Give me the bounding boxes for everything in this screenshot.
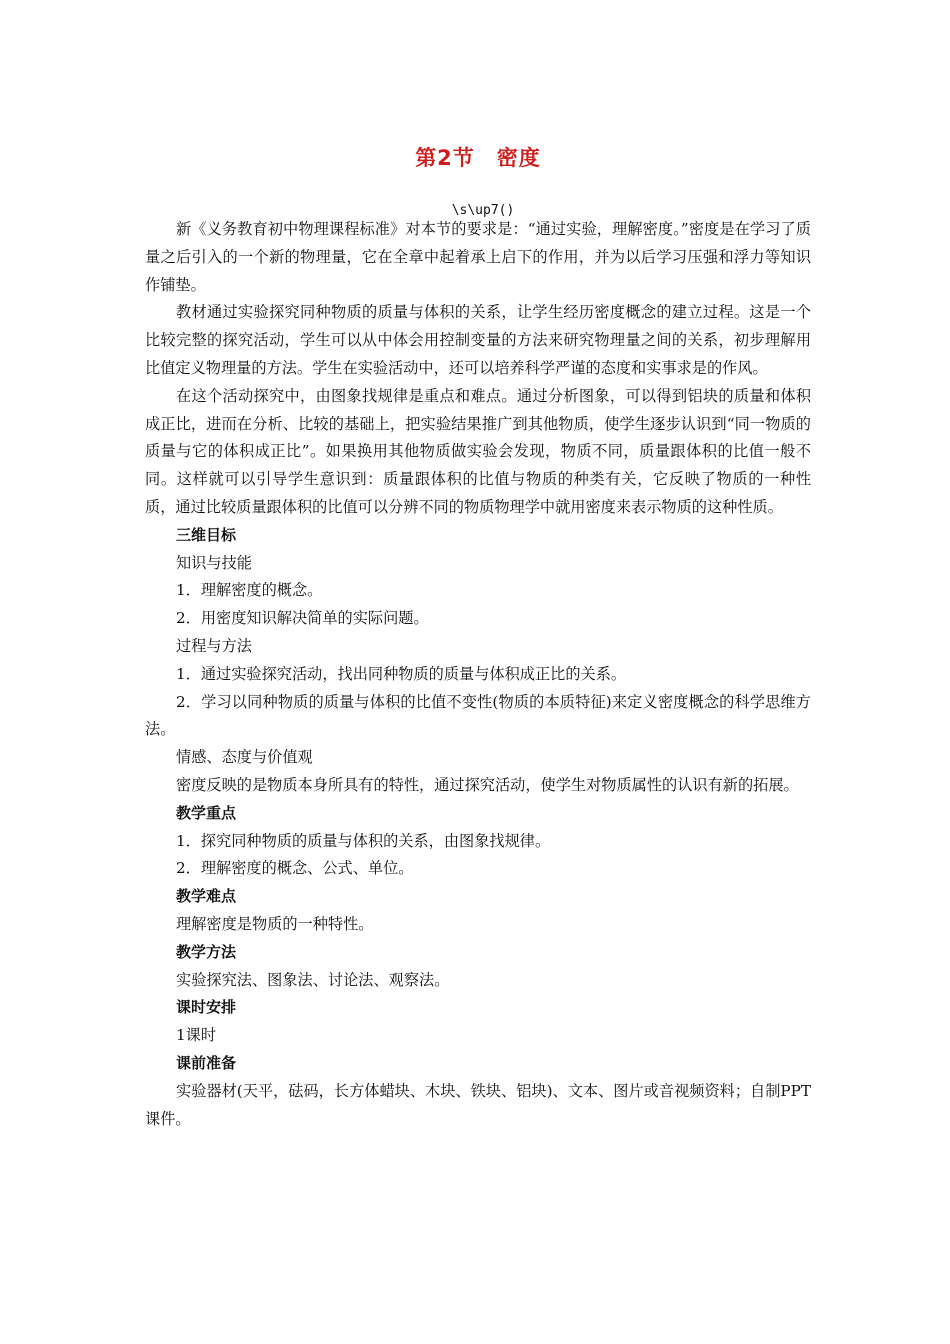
intro-paragraph-1: 新《义务教育初中物理课程标准》对本节的要求是：“通过实验，理解密度。”密度是在学习了质量之后引入的一个新的物理量，它在全章中起着承上启下的作用，并为以后学习压强和浮力等知识作铺垫。 <box>145 220 811 294</box>
schedule-heading: 课时安排 <box>176 998 237 1017</box>
knowledge-item-1: 1．理解密度的概念。 <box>176 581 323 600</box>
document-page <box>145 140 811 1133</box>
key-points-heading: 教学重点 <box>176 803 237 822</box>
schedule-text: 1课时 <box>176 1026 217 1045</box>
difficulties-heading: 教学难点 <box>176 887 237 906</box>
knowledge-heading: 知识与技能 <box>176 553 252 572</box>
methods-heading: 教学方法 <box>176 942 237 961</box>
difficulties-text: 理解密度是物质的一种特性。 <box>176 914 374 933</box>
preparation-heading: 课前准备 <box>176 1053 237 1072</box>
process-item-2: 2．学习以同种物质的质量与体积的比值不变性(物质的本质特征)来定义密度概念的科学思维方法。 <box>145 692 811 739</box>
goals-heading: 三维目标 <box>176 525 237 544</box>
key-point-item-1: 1．探究同种物质的质量与体积的关系，由图象找规律。 <box>176 831 551 850</box>
methods-text: 实验探究法、图象法、讨论法、观察法。 <box>176 970 450 989</box>
emotion-heading: 情感、态度与价值观 <box>176 748 313 767</box>
intro-paragraph-2: 教材通过实验探究同种物质的质量与体积的关系，让学生经历密度概念的建立过程。这是一个比较完整的探究活动，学生可以从中体会用控制变量的方法来研究物理量之间的关系，初步理解用比值定义物理量的方法。学生在实验活动中，还可以培养科学严谨的态度和实事求是的作风。 <box>145 303 811 377</box>
field-code-marker: \s\up7() <box>451 203 515 218</box>
page-title: 第2节 密度 <box>415 146 541 170</box>
intro-paragraph-3: 在这个活动探究中，由图象找规律是重点和难点。通过分析图象，可以得到铝块的质量和体积成正比，进而在分析、比较的基础上，把实验结果推广到其他物质，使学生逐步认识到“同一物质的质量与它的体积成正比”。如果换用其他物质做实验会发现，物质不同，质量跟体积的比值一般不同。这样就可以引导学生意识到：质量跟体积的比值与物质的种类有关，它反映了物质的一种性质，通过比较质量跟体积的比值可以分辨不同的物质物理学中就用密度来表示物质的这种性质。 <box>145 386 811 516</box>
key-point-item-2: 2．理解密度的概念、公式、单位。 <box>176 859 414 878</box>
preparation-text: 实验器材(天平，砝码，长方体蜡块、木块、铁块、铝块)、文本、图片或音视频资料；自制PPT课件。 <box>145 1081 811 1128</box>
knowledge-item-2: 2．用密度知识解决简单的实际问题。 <box>176 609 429 628</box>
process-heading: 过程与方法 <box>176 636 252 655</box>
emotion-text: 密度反映的是物质本身所具有的特性，通过探究活动，使学生对物质属性的认识有新的拓展。 <box>176 775 799 794</box>
process-item-1: 1．通过实验探究活动，找出同种物质的质量与体积成正比的关系。 <box>176 664 627 683</box>
